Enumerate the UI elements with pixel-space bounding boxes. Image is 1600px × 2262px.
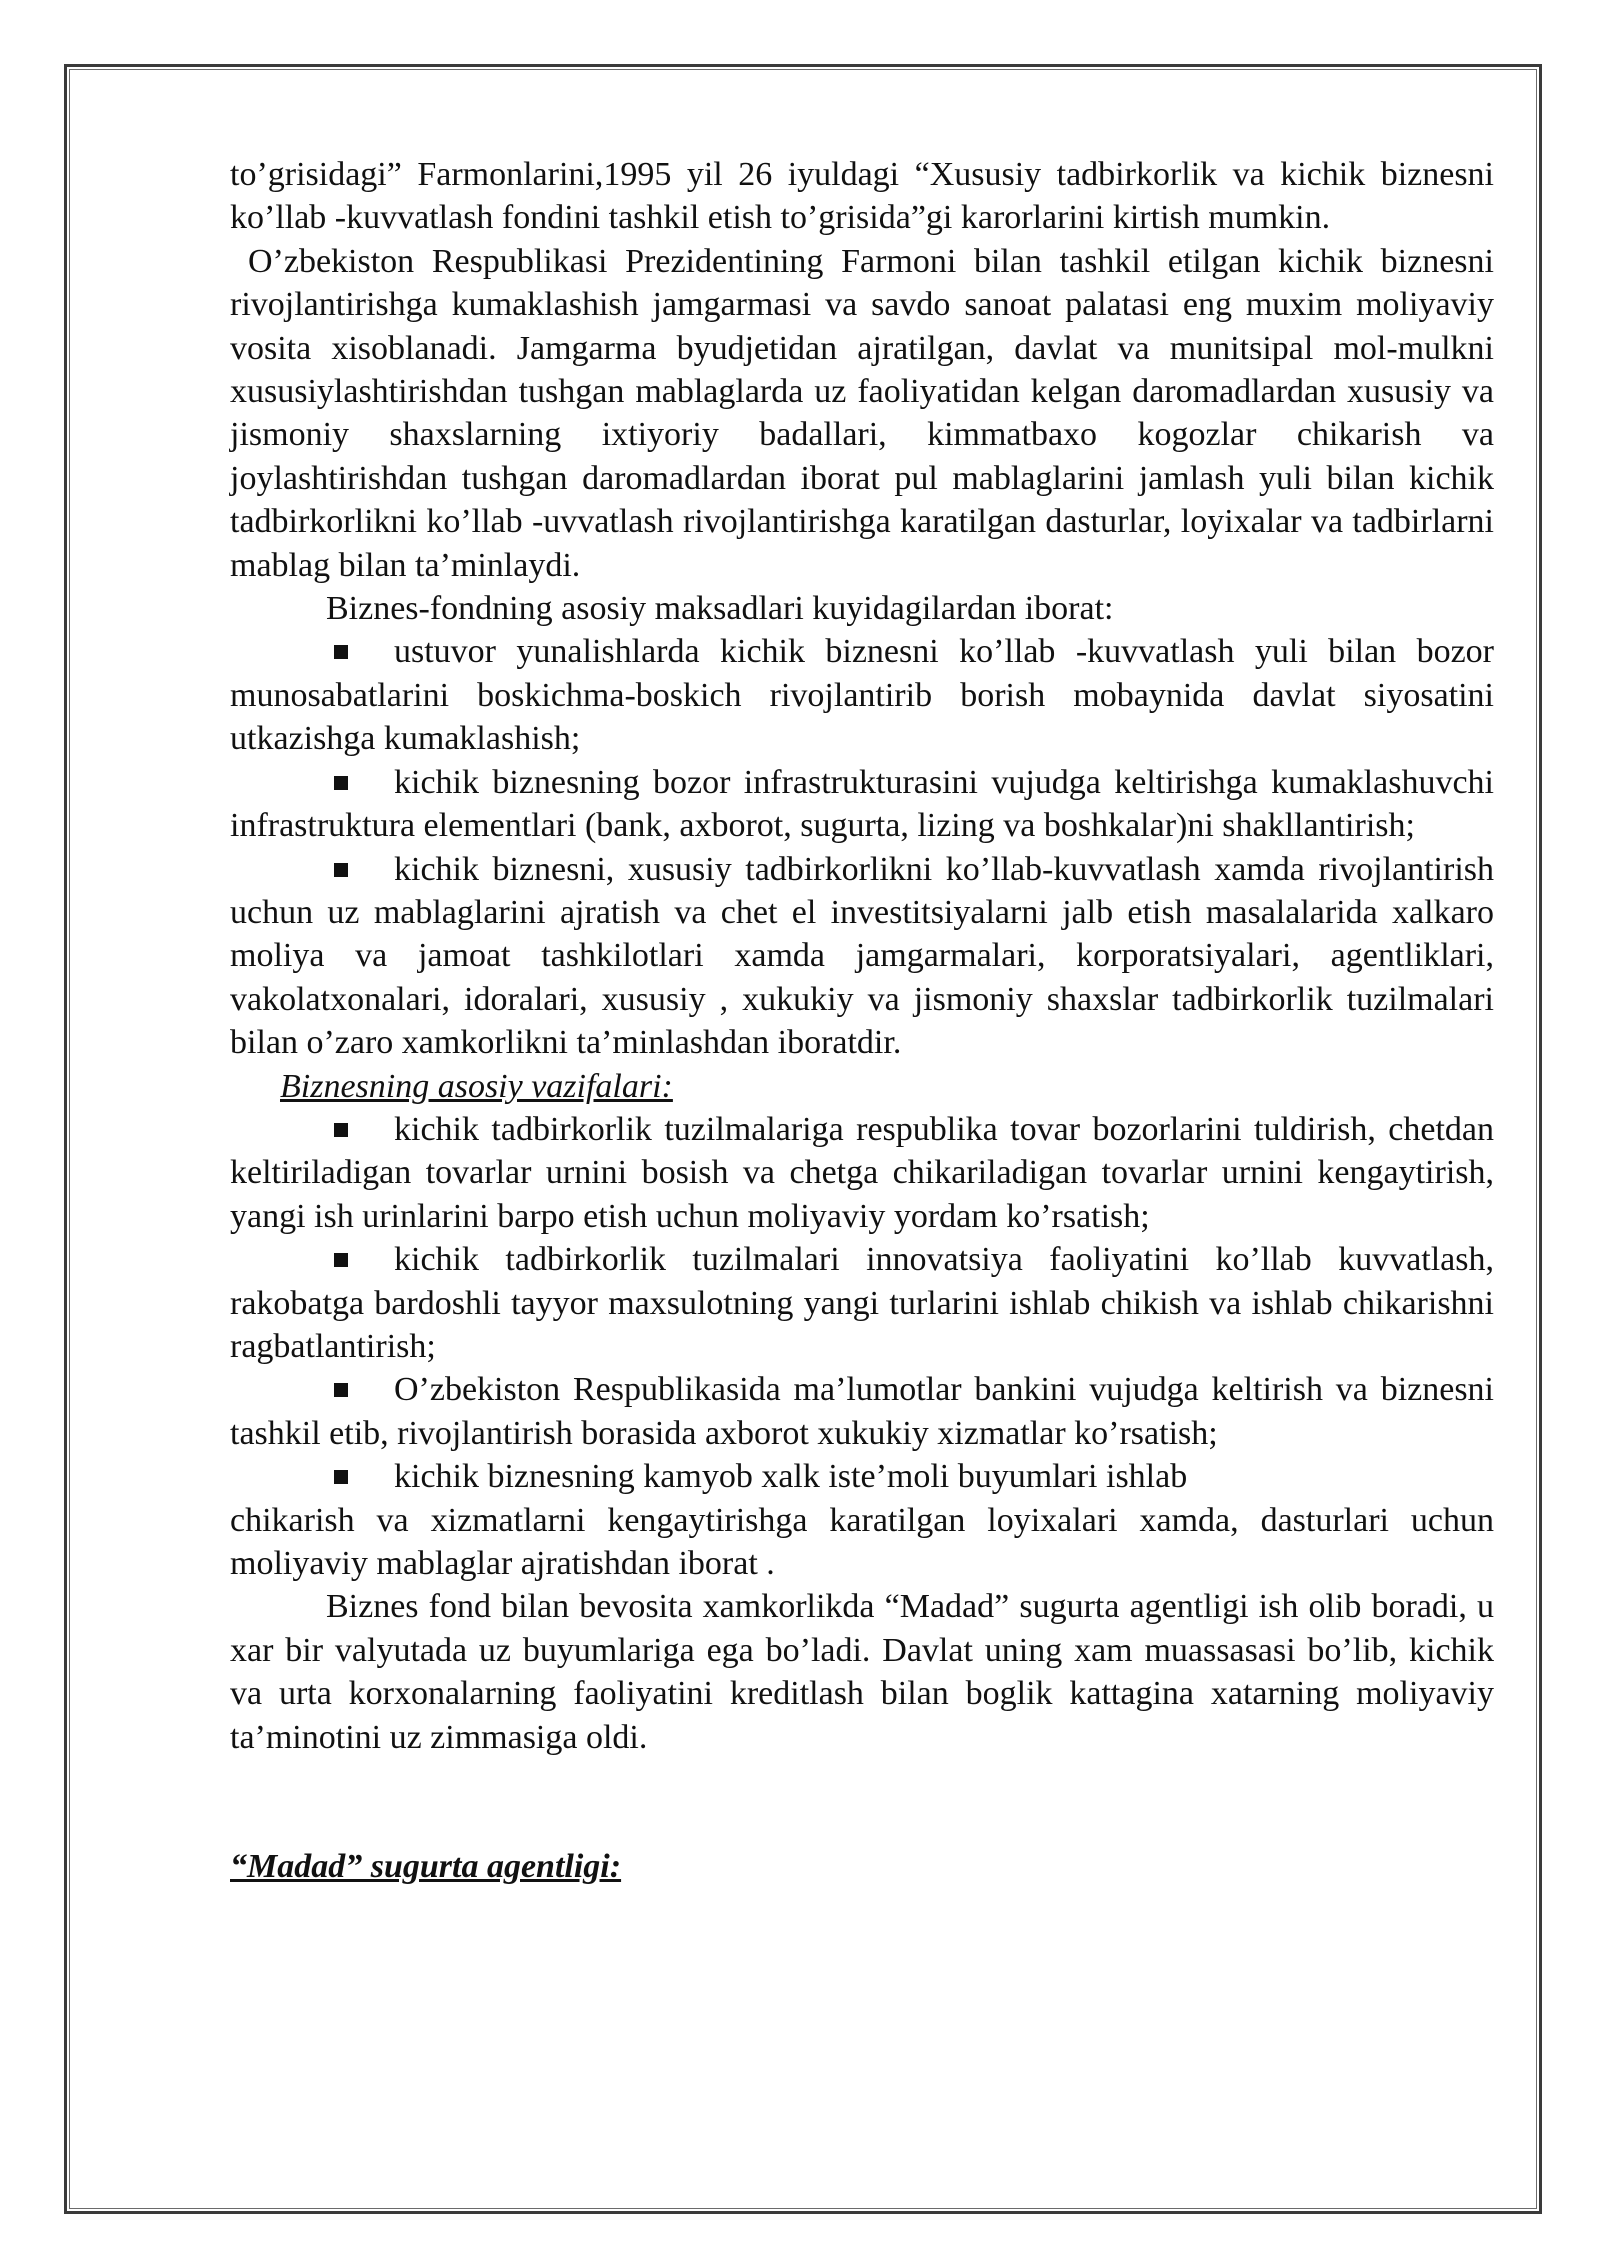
document-body [230, 153, 1494, 1888]
goal-item: kichik biznesni, xususiy tadbirkorlikni ko’llab-kuvvatlash xamda rivojlantirish uchun uz mablaglarini ajratish va chet el investitsiyalarni jalb etish masalalarida xalkaro moliya va jamoat tashkilotlari xamda jamgarmalari, korporatsiyalari, agentliklari, vakolatxonalari, idoralari, xususiy , xukukiy va jismoniy shaxslar tadbirkorlik tuzilmalari bilan o’zaro xamkorlikni ta’minlashdan iboratdir. [230, 850, 1494, 1062]
paragraph-intro: to’grisidagi” Farmonlarini,1995 yil 26 iyuldagi “Xususiy tadbirkorlik va kichik biznesni ko’llab -kuvvatlash fondini tashkil etish to’grisida”gi karorlarini kirtish mumkin. [230, 156, 1494, 237]
paragraph-madad: Biznes fond bilan bevosita xamkorlikda “Madad” sugurta agentligi ish olib boradi, u xar bir valyutada uz buyumlariga ega bo’ladi. Davlat uning xam muassasasi bo’lib, kichik va urta korxonalarning faoliyatini kreditlash bilan boglik kattagina xatarning moliyaviy ta’minotini uz zimmasiga oldi. [230, 1588, 1494, 1756]
square-bullet-icon [334, 1253, 348, 1267]
square-bullet-icon [334, 863, 348, 877]
task-item: kichik biznesning kamyob xalk iste’moli buyumlari ishlab [230, 1455, 1494, 1498]
task-item-continuation: chikarish va xizmatlarni kengaytirishga karatilgan loyixalari xamda, dasturlari uchun moliyaviy mablaglar ajratishdan iborat . [230, 1501, 1494, 1582]
square-bullet-icon [334, 1123, 348, 1137]
tasks-heading: Biznesning asosiy vazifalari: [280, 1067, 673, 1105]
task-item: kichik tadbirkorlik tuzilmalari innovatsiya faoliyatini ko’llab kuvvatlash, rakobatga bardoshli tayyor maxsulotning yangi turlarini ishlab chikish va ishlab chikarishni ragbatlantirish; [230, 1241, 1494, 1365]
task-item: kichik tadbirkorlik tuzilmalariga respublika tovar bozorlarini tuldirish, chetdan keltiriladigan tovarlar urnini bosish va chetga chikariladigan tovarlar urnini kengaytirish, yangi ish urinlarini barpo etish uchun moliyaviy yordam ko’rsatish; [230, 1110, 1494, 1235]
goal-item: kichik biznesning bozor infrastrukturasini vujudga keltirishga kumaklashuvchi infrastruktura elementlari (bank, axborot, sugurta, lizing va boshkalar)ni shakllantirish; [230, 763, 1494, 845]
section-title: “Madad” sugurta agentligi: [230, 1848, 622, 1886]
paragraph-fund: O’zbekiston Respublikasi Prezidentining Farmoni bilan tashkil etilgan kichik biznesni rivojlantirishga kumaklashish jamgarmasi va savdo sanoat palatasi eng muxim moliyaviy vosita xisoblanadi. Jamgarma byudjetidan ajratilgan, davlat va munitsipal mol-mulkni xususiylashtirishdan tushgan mablaglarda uz faoliyatidan kelgan daromadlardan xususiy va jismoniy shaxslarning ixtiyoriy badallari, kimmatbaxo kogozlar chikarish va joylashtirishdan tushgan daromadlardan iborat pul mablaglarini jamlash yuli bilan kichik tadbirkorlikni ko’llab -uvvatlash rivojlantirishga karatilgan dasturlar, loyixalar va tadbirlarni mablag bilan ta’minlaydi. [230, 242, 1494, 584]
square-bullet-icon [334, 1383, 348, 1397]
square-bullet-icon [334, 776, 348, 790]
goal-item: ustuvor yunalishlarda kichik biznesni ko’llab -kuvvatlash yuli bilan bozor munosabatlarini boskichma-boskich rivojlantirib borish mobaynida davlat siyosatini utkazishga kumaklashish; [230, 633, 1494, 758]
square-bullet-icon [334, 1470, 348, 1484]
square-bullet-icon [334, 645, 348, 659]
paragraph-goals-intro: Biznes-fondning asosiy maksadlari kuyidagilardan iborat: [326, 590, 1114, 628]
task-item: O’zbekiston Respublikasida ma’lumotlar bankini vujudga keltirish va biznesni tashkil etib, rivojlantirish borasida axborot xukukiy xizmatlar ko’rsatish; [230, 1371, 1494, 1452]
